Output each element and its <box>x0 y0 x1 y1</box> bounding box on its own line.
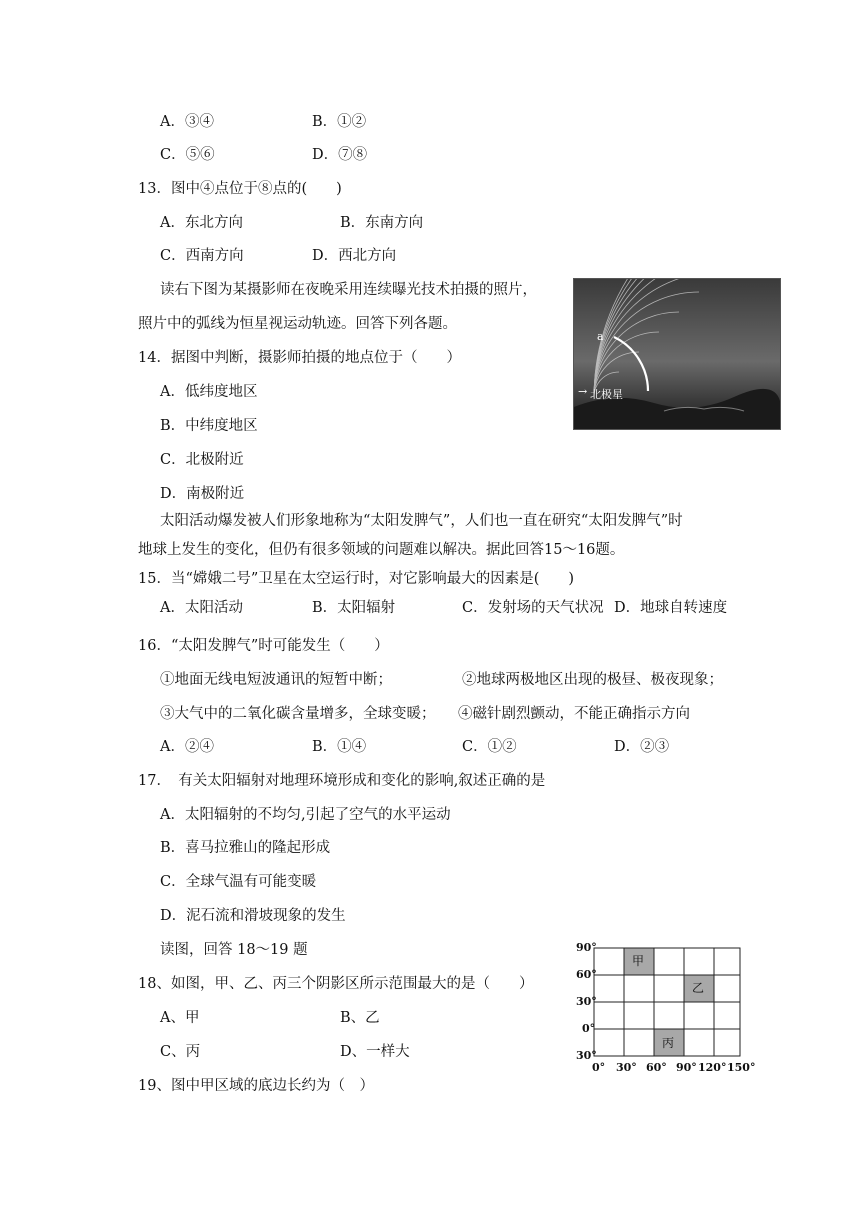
q14-stem: 14．据图中判断，摄影师拍摄的地点位于（ ） <box>138 350 461 366</box>
q17-option-b: B．喜马拉雅山的隆起形成 <box>160 840 331 856</box>
label-bing: 丙 <box>662 1036 675 1050</box>
q13-stem: 13．图中④点位于⑧点的( ) <box>138 181 342 197</box>
x-tick-120: 120° <box>698 1061 727 1074</box>
q16-option-d: D．②③ <box>614 739 670 755</box>
q17-option-a: A．太阳辐射的不均匀,引起了空气的水平运动 <box>160 807 451 823</box>
intro-15-line1: 太阳活动爆发被人们形象地称为“太阳发脾气”，人们也一直在研究“太阳发脾气”时 <box>160 513 683 529</box>
y-tick-30-south: 30° <box>576 1049 597 1062</box>
photo-label-a: a <box>597 330 604 343</box>
lat-lon-grid-figure <box>570 940 760 1080</box>
q14-option-c: C．北极附近 <box>160 452 244 468</box>
q13-option-a: A．东北方向 <box>160 215 243 231</box>
x-tick-150: 150° <box>727 1061 756 1074</box>
q16-item-1: ①地面无线电短波通讯的短暂中断； <box>160 672 392 688</box>
q14-option-d: D．南极附近 <box>160 486 245 502</box>
photo-label-polaris: 北极星 <box>590 388 623 401</box>
y-tick-60: 60° <box>576 968 597 981</box>
q13-option-b: B．东南方向 <box>340 215 424 231</box>
q17-option-c: C．全球气温有可能变暖 <box>160 874 317 890</box>
q15-option-a: A．太阳活动 <box>160 600 243 616</box>
arrow-right-icon: → <box>578 385 588 398</box>
label-yi: 乙 <box>692 981 705 995</box>
q18-option-b: B、乙 <box>340 1010 380 1026</box>
star-trails-graphic <box>574 279 780 429</box>
q14-option-a: A．低纬度地区 <box>160 384 258 400</box>
q16-item-2: ②地球两极地区出现的极昼、极夜现象； <box>462 672 723 688</box>
q12-option-b: B．①② <box>312 114 367 130</box>
intro-15-line2: 地球上发生的变化，但仍有很多领域的问题难以解决。据此回答15～16题。 <box>138 542 625 558</box>
q17-option-d: D．泥石流和滑坡现象的发生 <box>160 908 346 924</box>
q15-stem: 15．当“嫦娥二号”卫星在太空运行时，对它影响最大的因素是( ) <box>138 571 575 587</box>
q18-option-d: D、一样大 <box>340 1044 410 1060</box>
q16-item-4: ④磁针剧烈颤动，不能正确指示方向 <box>458 706 690 722</box>
q16-item-3: ③大气中的二氧化碳含量增多，全球变暖； <box>160 706 436 722</box>
x-tick-0: 0° <box>592 1061 606 1074</box>
q17-stem: 17． 有关太阳辐射对地理环境形成和变化的影响,叙述正确的是 <box>138 773 546 789</box>
q13-option-c: C．西南方向 <box>160 248 244 264</box>
q16-option-a: A．②④ <box>160 739 214 755</box>
q15-option-c: C．发射场的天气状况 <box>462 600 604 616</box>
q16-option-c: C．①② <box>462 739 517 755</box>
q16-option-b: B．①④ <box>312 739 367 755</box>
q15-option-b: B．太阳辐射 <box>312 600 396 616</box>
y-tick-30: 30° <box>576 995 597 1008</box>
star-trail-photo <box>573 278 781 430</box>
intro-14-line1: 读右下图为某摄影师在夜晚采用连续曝光技术拍摄的照片， <box>160 282 537 298</box>
q16-stem: 16．“太阳发脾气”时可能发生（ ） <box>138 638 389 654</box>
q19-stem: 19、图中甲区域的底边长约为（ ） <box>138 1078 374 1094</box>
q18-option-c: C、丙 <box>160 1044 201 1060</box>
lat-lon-grid <box>570 940 760 1080</box>
x-tick-30: 30° <box>616 1061 637 1074</box>
label-jia: 甲 <box>632 954 645 968</box>
y-tick-0: 0° <box>582 1022 596 1035</box>
q18-stem: 18、如图，甲、乙、丙三个阴影区所示范围最大的是（ ） <box>138 976 534 992</box>
intro-18: 读图，回答 18～19 题 <box>160 942 308 958</box>
q18-option-a: A、甲 <box>160 1010 200 1026</box>
y-tick-90: 90° <box>576 941 597 954</box>
q13-option-d: D．西北方向 <box>312 248 397 264</box>
x-tick-60: 60° <box>646 1061 667 1074</box>
q15-option-d: D．地球自转速度 <box>614 600 728 616</box>
x-tick-90: 90° <box>676 1061 697 1074</box>
q12-option-d: D．⑦⑧ <box>312 147 368 163</box>
q12-option-a: A．③④ <box>160 114 214 130</box>
q12-option-c: C．⑤⑥ <box>160 147 215 163</box>
q14-option-b: B．中纬度地区 <box>160 418 258 434</box>
intro-14-line2: 照片中的弧线为恒星视运动轨迹。回答下列各题。 <box>138 316 457 332</box>
